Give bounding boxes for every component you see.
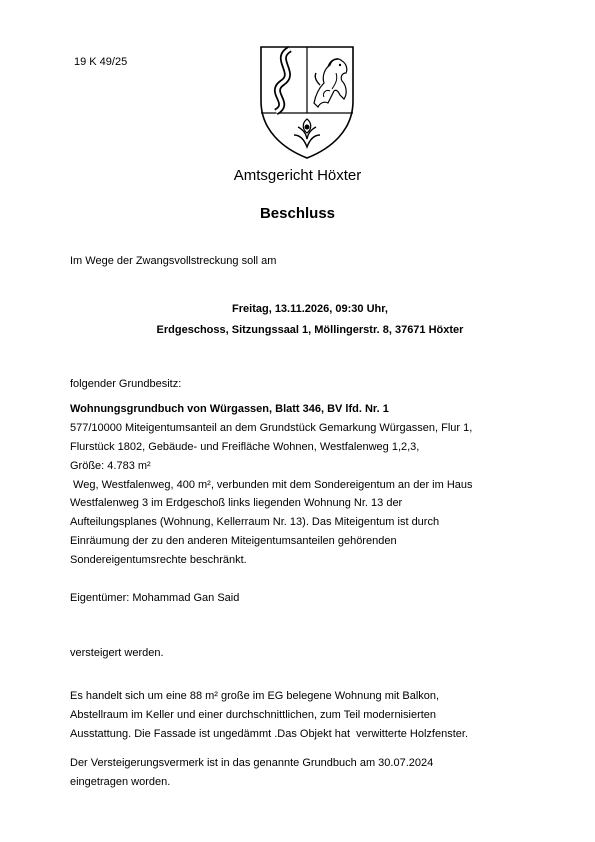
description-line: Flurstück 1802, Gebäude- und Freifläche Wohnen, Westfalenweg 1,2,3, — [70, 441, 420, 453]
details-line: Es handelt sich um eine 88 m² große im EG belegene Wohnung mit Balkon, — [70, 690, 440, 702]
description-line: Aufteilungsplanes (Wohnung, Kellerraum Nr. 13). Das Miteigentum ist durch — [70, 516, 440, 528]
description-line: Größe: 4.783 m² — [70, 460, 151, 472]
description-line: Westfalenweg 3 im Erdgeschoß links liegenden Wohnung Nr. 13 der — [70, 497, 403, 509]
registration-line: eingetragen worden. — [70, 776, 171, 788]
description-line: Weg, Westfalenweg, 400 m², verbunden mit dem Sondereigentum an der im Haus — [70, 479, 473, 491]
hearing-location: Erdgeschoss, Sitzungssaal 1, Möllingerstr. 8, 37671 Höxter — [156, 324, 464, 336]
register-heading: Wohnungsgrundbuch von Würgassen, Blatt 346, BV lfd. Nr. 1 — [70, 403, 389, 415]
file-number: 19 K 49/25 — [74, 56, 128, 68]
description-line: Sondereigentumsrechte beschränkt. — [70, 554, 247, 566]
auction-phrase: versteigert werden. — [70, 647, 164, 659]
property-intro: folgender Grundbesitz: — [70, 378, 182, 390]
details-line: Abstellraum im Keller und einer durchschnittlichen, zum Teil modernisierten — [70, 709, 437, 721]
details-line: Ausstattung. Die Fassade ist ungedämmt .Das Objekt hat verwitterte Holzfenster. — [70, 728, 469, 740]
description-line: Einräumung der zu den anderen Miteigentumsanteilen gehörenden — [70, 535, 397, 547]
registration-line: Der Versteigerungsvermerk ist in das genannte Grundbuch am 30.07.2024 — [70, 757, 434, 769]
document-title: Beschluss — [259, 205, 336, 222]
description-line: 577/10000 Miteigentumsanteil an dem Grundstück Gemarkung Würgassen, Flur 1, — [70, 422, 473, 434]
intro-text: Im Wege der Zwangsvollstreckung soll am — [70, 255, 277, 267]
owner-line: Eigentümer: Mohammad Gan Said — [70, 592, 240, 604]
coat-of-arms-emblem — [258, 43, 356, 161]
court-name: Amtsgericht Höxter — [233, 167, 362, 184]
hearing-date: Freitag, 13.11.2026, 09:30 Uhr, — [232, 303, 388, 315]
